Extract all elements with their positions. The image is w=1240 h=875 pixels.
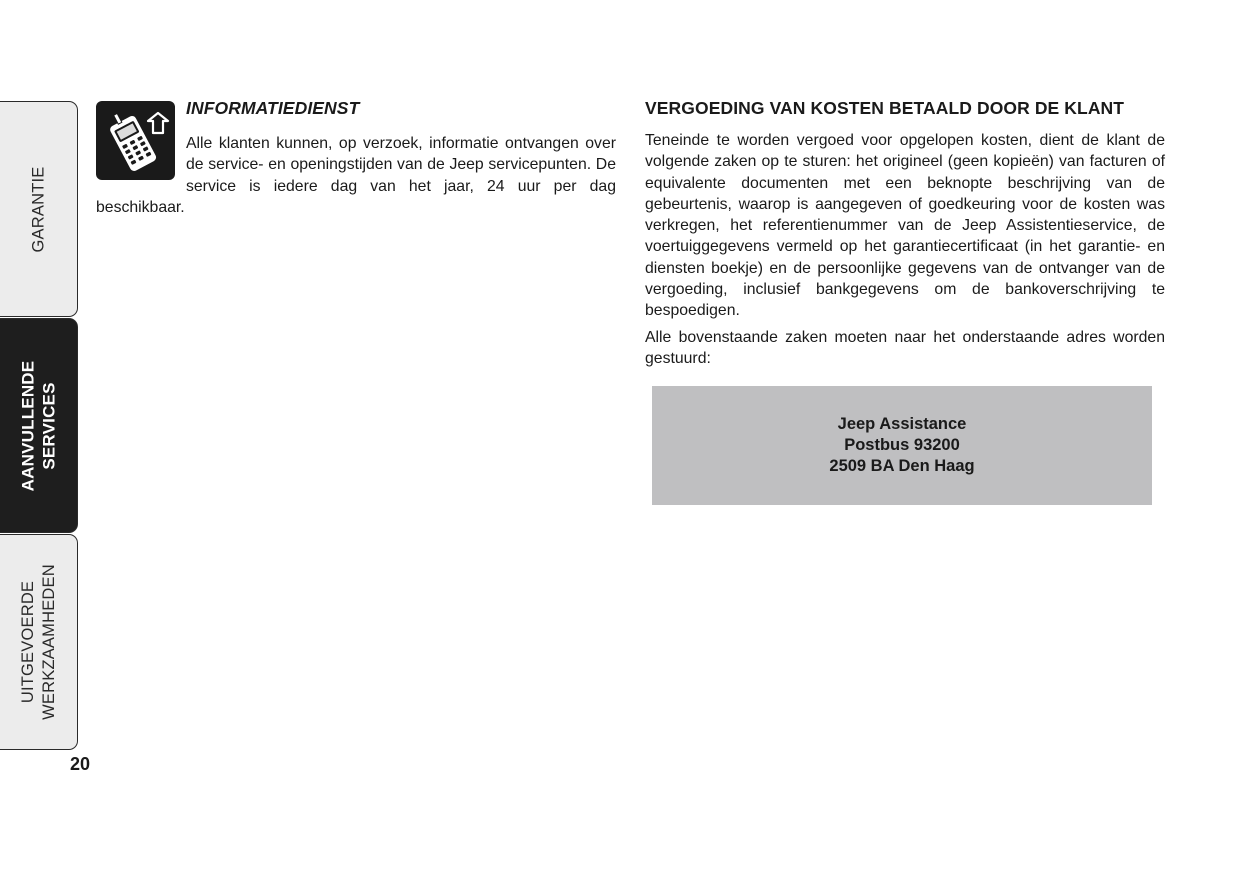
section-heading-informatiedienst: INFORMATIEDIENST — [186, 98, 360, 118]
side-tab-garantie-label: GARANTIE — [29, 166, 48, 252]
section-heading-vergoeding: VERGOEDING VAN KOSTEN BETAALD DOOR DE KLANT — [645, 98, 1125, 118]
float-spacer — [96, 133, 186, 193]
informatiedienst-paragraph: Alle klanten kunnen, op verzoek, informatie ontvangen over de service- en openingstijden van de Jeep servicepunten. De service is iedere dag van het jaar, 24 uur per dag beschikbaar. — [96, 135, 616, 216]
informatiedienst-body — [96, 133, 616, 218]
page-number: 20 — [70, 754, 91, 774]
address-line-3: 2509 BA Den Haag — [829, 457, 975, 475]
side-tab-garantie[interactable] — [0, 101, 78, 317]
address-line-2: Postbus 93200 — [844, 436, 960, 454]
address-box — [652, 386, 1152, 505]
vergoeding-paragraph-1: Teneinde te worden vergoed voor opgelopen kosten, dient de klant de volgende zaken op te sturen: het origineel (geen kopieën) van facturen of equivalente documenten met een beknopte beschrijving van de gebeurtenis, waarop is aangegeven of goedkeuring voor de kosten was verkregen, het referentienummer van de Jeep Assistentieservice, de voertuiggegevens vermeld op het garantiecertificaat (in het garantie- en diensten boekje) en de persoonlijke gegevens van de ontvanger van de vergoeding, inclusief bankgegevens om de bankoverschrijving te bespoedigen. — [645, 132, 1165, 320]
side-tab-aanvullende-services-label: AANVULLENDE SERVICES — [18, 360, 59, 491]
vergoeding-paragraph-2: Alle bovenstaande zaken moeten naar het onderstaande adres worden gestuurd: — [645, 329, 1165, 368]
side-tab-aanvullende-services[interactable] — [0, 318, 78, 533]
side-tab-uitgevoerde-werkzaamheden[interactable] — [0, 534, 78, 750]
side-tab-uitgevoerde-werkzaamheden-label: UITGEVOERDE WERKZAAMHEDEN — [18, 564, 58, 720]
address-line-1: Jeep Assistance — [837, 415, 967, 433]
